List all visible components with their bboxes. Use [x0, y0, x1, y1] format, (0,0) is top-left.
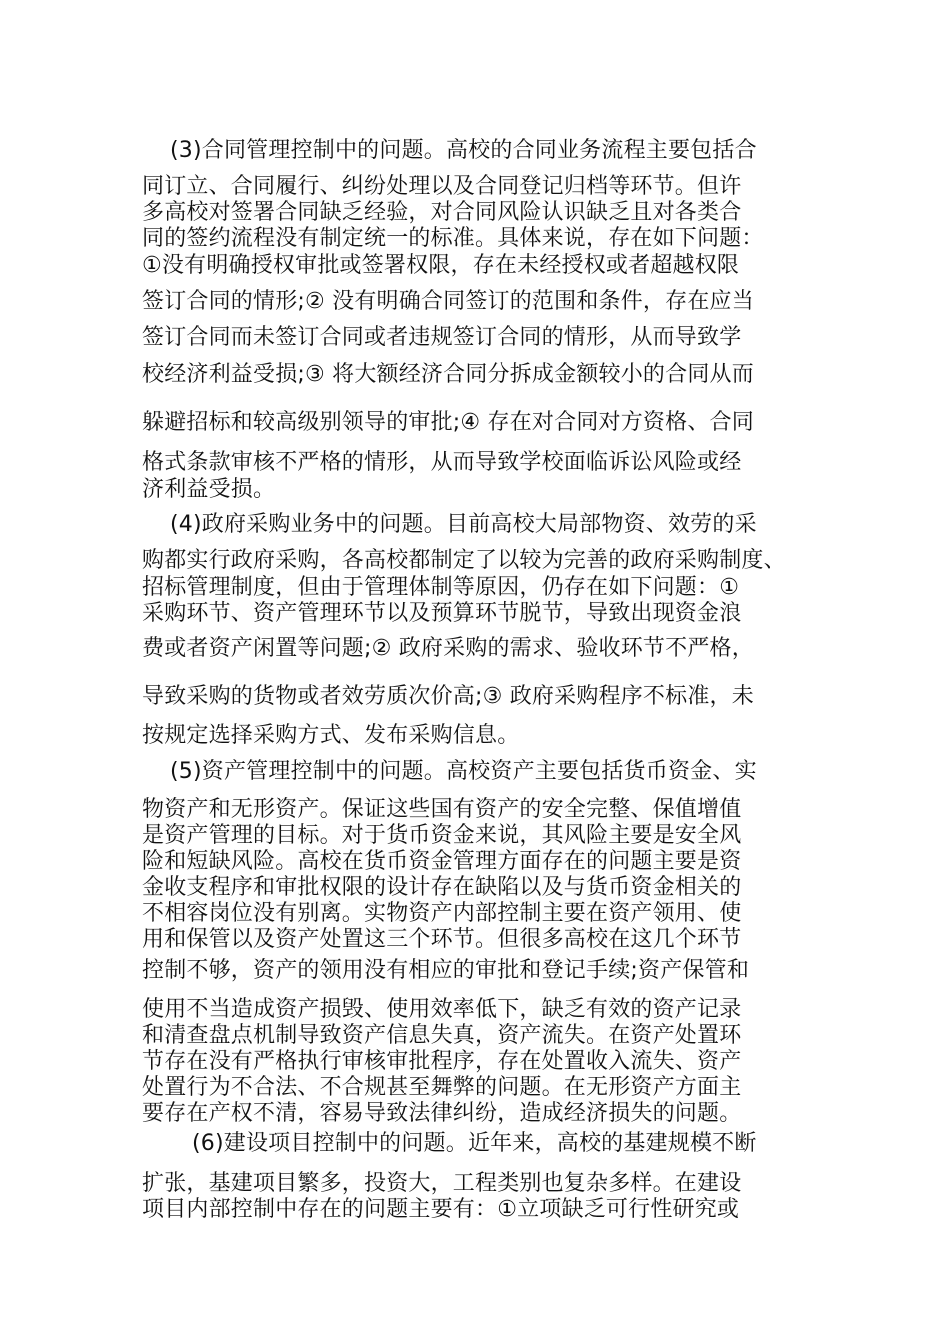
paragraph-3-line-5: ①没有明确授权审批或签署权限，存在未经授权或者超越权限 [142, 253, 740, 278]
paragraph-3-line-9: 躲避招标和较高级别领导的审批;④ 存在对合同对方资格、合同 [142, 410, 754, 435]
paragraph-4-line-1: (4)政府采购业务中的问题。目前高校大局部物资、效劳的采 [170, 512, 757, 537]
paragraph-6-line-1: (6)建设项目控制中的问题。近年来，高校的基建规模不断 [192, 1131, 757, 1156]
paragraph-4-line-6: 导致采购的货物或者效劳质次价高;③ 政府采购程序不标准，未 [142, 684, 754, 709]
paragraph-5-line-5: 金收支程序和审批权限的设计存在缺陷以及与货币资金相关的 [142, 875, 742, 900]
paragraph-3-line-7: 签订合同而未签订合同或者违规签订合同的情形，从而导致学 [142, 325, 742, 350]
paragraph-3-line-1: (3)合同管理控制中的问题。高校的合同业务流程主要包括合 [170, 138, 757, 163]
paragraph-5-line-12: 处置行为不合法、不合规甚至舞弊的问题。在无形资产方面主 [142, 1075, 742, 1100]
paragraph-6-line-3: 项目内部控制中存在的问题主要有：①立项缺乏可行性研究或 [142, 1197, 740, 1222]
paragraph-5-line-9: 使用不当造成资产损毁、使用效率低下，缺乏有效的资产记录 [142, 997, 742, 1022]
paragraph-5-line-13: 要存在产权不清，容易导致法律纠纷，造成经济损失的问题。 [142, 1101, 742, 1126]
paragraph-3-line-11: 济利益受损。 [142, 477, 276, 502]
paragraph-5-line-3: 是资产管理的目标。对于货币资金来说，其风险主要是安全风 [142, 823, 742, 848]
paragraph-3-line-3: 多高校对签署合同缺乏经验，对合同风险认识缺乏且对各类合 [142, 200, 742, 225]
paragraph-4-line-5: 费或者资产闲置等问题;② 政府采购的需求、验收环节不严格， [142, 636, 754, 661]
paragraph-5-line-7: 用和保管以及资产处置这三个环节。但很多高校在这几个环节 [142, 927, 742, 952]
paragraph-4-line-4: 采购环节、资产管理环节以及预算环节脱节，导致出现资金浪 [142, 601, 742, 626]
paragraph-5-line-1: (5)资产管理控制中的问题。高校资产主要包括货币资金、实 [170, 759, 757, 784]
paragraph-3-line-6: 签订合同的情形;② 没有明确合同签订的范围和条件，存在应当 [142, 289, 754, 314]
paragraph-5-line-4: 险和短缺风险。高校在货币资金管理方面存在的问题主要是资 [142, 849, 742, 874]
paragraph-5-line-11: 节存在没有严格执行审核审批程序，存在处置收入流失、资产 [142, 1049, 742, 1074]
paragraph-3-line-8: 校经济利益受损;③ 将大额经济合同分拆成金额较小的合同从而 [142, 362, 754, 387]
paragraph-3-line-4: 同的签约流程没有制定统一的标准。具体来说，存在如下问题： [142, 226, 764, 251]
paragraph-3-line-10: 格式条款审核不严格的情形，从而导致学校面临诉讼风险或经 [142, 450, 742, 475]
paragraph-4-line-2: 购都实行政府采购，各高校都制定了以较为完善的政府采购制度、 [142, 548, 786, 573]
paragraph-5-line-2: 物资产和无形资产。保证这些国有资产的安全完整、保值增值 [142, 797, 742, 822]
paragraph-5-line-10: 和清查盘点机制导致资产信息失真，资产流失。在资产处置环 [142, 1023, 742, 1048]
paragraph-3-line-2: 同订立、合同履行、纠纷处理以及合同登记归档等环节。但许 [142, 174, 742, 199]
paragraph-4-line-3: 招标管理制度，但由于管理体制等原因，仍存在如下问题：① [142, 575, 740, 600]
paragraph-4-line-7: 按规定选择采购方式、发布采购信息。 [142, 723, 520, 748]
paragraph-5-line-6: 不相容岗位没有别离。实物资产内部控制主要在资产领用、使 [142, 901, 742, 926]
paragraph-6-line-2: 扩张，基建项目繁多，投资大，工程类别也复杂多样。在建设 [142, 1171, 742, 1196]
paragraph-5-line-8: 控制不够，资产的领用没有相应的审批和登记手续;资产保管和 [142, 958, 750, 983]
